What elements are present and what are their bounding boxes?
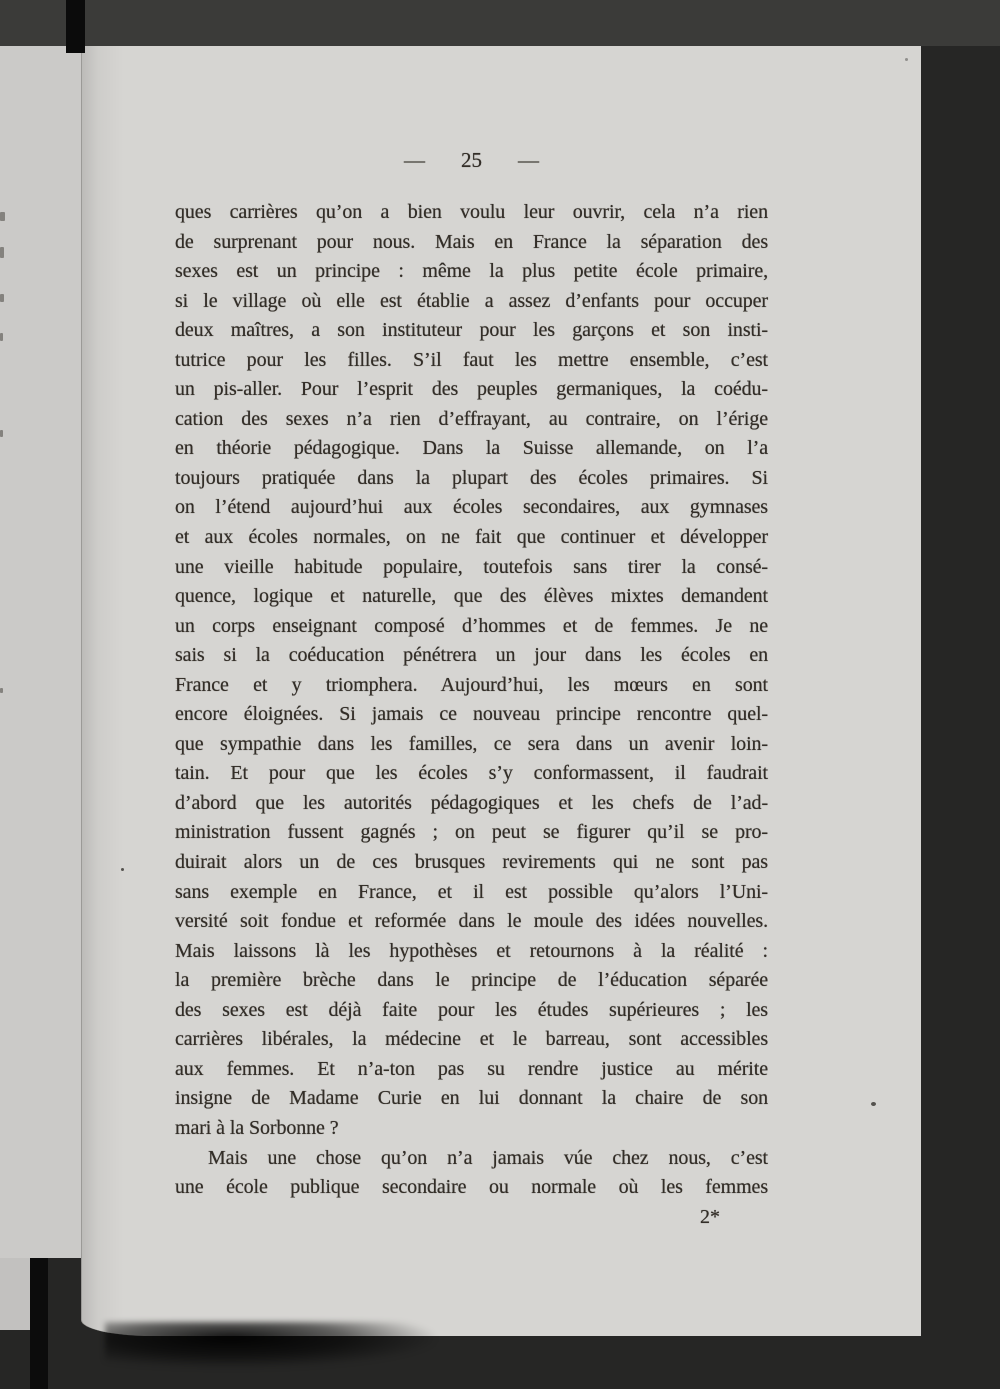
text-line: tain. Et pour que les écoles s’y conformassent, il faudrait (175, 762, 768, 785)
text-line: cation des sexes n’a rien d’effrayant, au contraire, on l’érige (175, 407, 768, 430)
text-line: et aux écoles normales, on ne fait que continuer et développer (175, 526, 768, 549)
text-line: une vieille habitude populaire, toutefois sans tirer la consé- (175, 555, 768, 578)
text-line: la première brèche dans le principe de l’éducation séparée (175, 969, 768, 992)
edge-text-bleed (0, 333, 3, 341)
header-dash-left: — (404, 147, 425, 172)
scan-top-edge (0, 0, 1000, 46)
signature-mark: 2* (700, 1206, 720, 1228)
text-line: insigne de Madame Curie en lui donnant la chaire de son (175, 1087, 768, 1110)
text-line: sais si la coéducation pénétrera un jour dans les écoles en (175, 644, 768, 667)
text-line: ministration fussent gagnés ; on peut se figurer qu’il se pro- (175, 821, 768, 844)
text-line: encore éloignées. Si jamais ce nouveau principe rencontre quel- (175, 703, 768, 726)
page-header (175, 147, 768, 173)
text-line: France et y triomphera. Aujourd’hui, les mœurs en sont (175, 673, 768, 696)
text-line: on l’étend aujourd’hui aux écoles secondaires, aux gymnases (175, 496, 768, 519)
binding-notch (66, 0, 85, 53)
text-line: deux maîtres, a son instituteur pour les garçons et son insti- (175, 319, 768, 342)
text-line: mari à la Sorbonne ? (175, 1116, 339, 1139)
text-line: si le village où elle est établie a assez d’enfants pour occuper (175, 289, 768, 312)
gutter-shadow-strip (30, 1258, 48, 1389)
edge-text-bleed (0, 212, 5, 221)
edge-text-bleed (0, 688, 3, 693)
page-text (175, 198, 768, 1203)
text-line: versité soit fondue et reformée dans le moule des idées nouvelles. (175, 910, 768, 933)
facing-page-corner (0, 1258, 30, 1330)
text-line: carrières libérales, la médecine et le barreau, sont accessibles (175, 1028, 768, 1051)
facing-page-sliver (0, 46, 81, 1258)
text-line: quence, logique et naturelle, que des élèves mixtes demandent (175, 585, 768, 608)
text-line: duirait alors un de ces brusques revirements qui ne sont pas (175, 851, 768, 874)
scan-speck (121, 868, 124, 871)
text-line: aux femmes. Et n’a-ton pas su rendre justice au mérite (175, 1057, 768, 1080)
text-line: toujours pratiquée dans la plupart des écoles primaires. Si (175, 466, 768, 489)
text-line: d’abord que les autorités pédagogiques et les chefs de l’ad- (175, 791, 768, 814)
text-line: tutrice pour les filles. S’il faut les mettre ensemble, c’est (175, 348, 768, 371)
text-line: des sexes est déjà faite pour les études supérieures ; les (175, 998, 768, 1021)
text-line: un pis-aller. Pour l’esprit des peuples germaniques, la coédu- (175, 378, 768, 401)
text-line: sans exemple en France, et il est possible qu’alors l’Uni- (175, 880, 768, 903)
text-line: une école publique secondaire ou normale où les femmes (175, 1176, 768, 1199)
header-dash-right: — (518, 147, 539, 172)
text-line: que sympathie dans les familles, ce sera dans un avenir loin- (175, 732, 768, 755)
text-line: sexes est un principe : même la plus petite école primaire, (175, 260, 768, 283)
edge-text-bleed (0, 247, 4, 258)
text-line: Mais une chose qu’on n’a jamais vúe chez nous, c’est (208, 1146, 768, 1169)
edge-text-bleed (0, 294, 4, 302)
text-line: Mais laissons là les hypothèses et retournons à la réalité : (175, 939, 768, 962)
edge-text-bleed (0, 430, 3, 437)
text-line: de surprenant pour nous. Mais en France la séparation des (175, 230, 768, 253)
text-line: en théorie pédagogique. Dans la Suisse allemande, on l’a (175, 437, 768, 460)
scan-speck (905, 58, 908, 61)
text-line: ques carrières qu’on a bien voulu leur ouvrir, cela n’a rien (175, 201, 768, 223)
page-curl-shadow (105, 1322, 435, 1368)
text-line: un corps enseignant composé d’hommes et de femmes. Je ne (175, 614, 768, 637)
page-number: 25 (461, 147, 482, 172)
scan-speck (871, 1102, 876, 1106)
